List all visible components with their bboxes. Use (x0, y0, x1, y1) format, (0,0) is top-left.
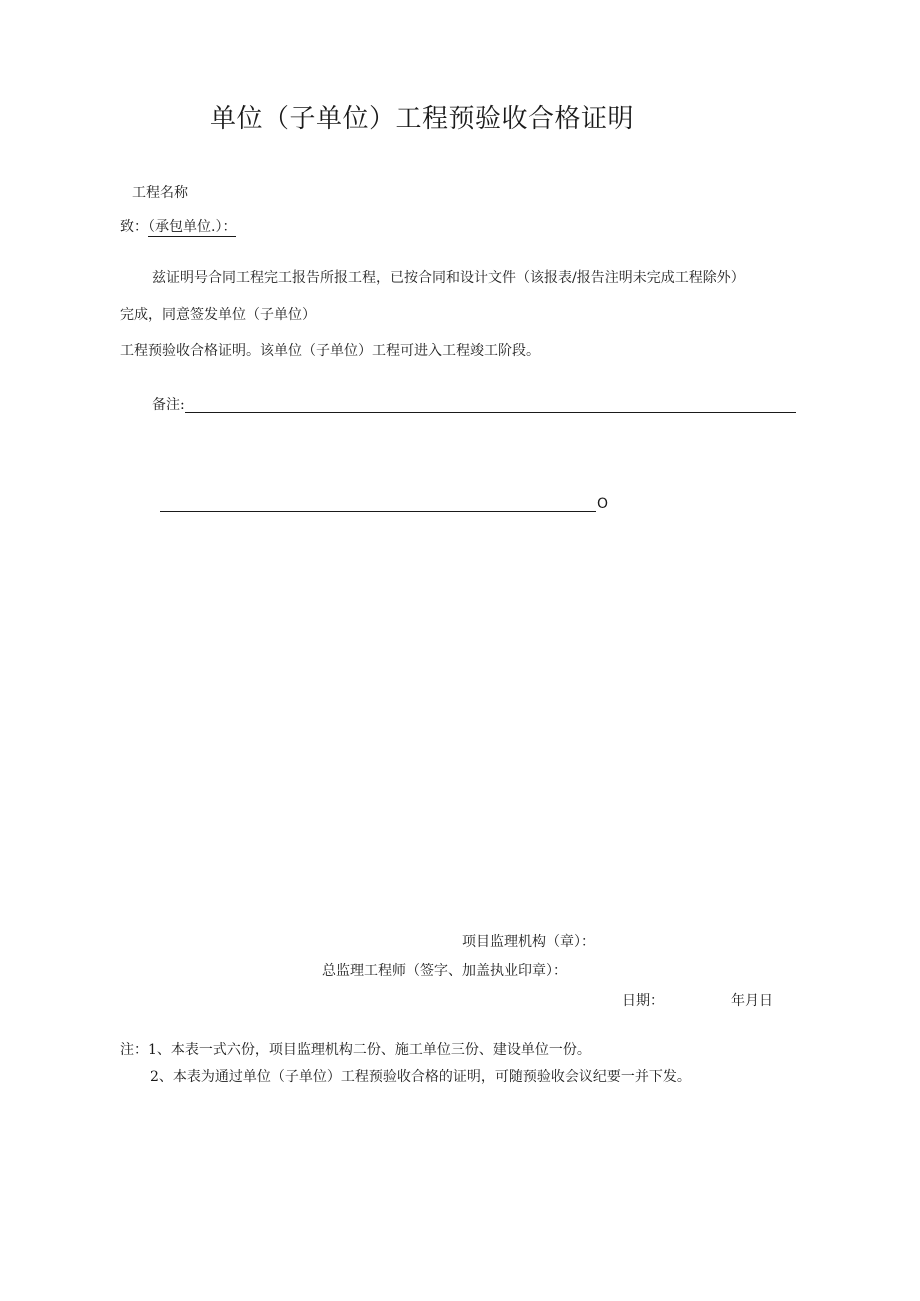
recipient-row (120, 220, 236, 234)
remarks-label: 备注: (152, 397, 185, 413)
project-name-label: 工程名称 (132, 185, 188, 201)
supervision-org-seal-label: 项目监理机构（章）： (462, 934, 595, 950)
recipient-label: 致： (120, 219, 148, 235)
body-paragraph-line-1: 兹证明号合同工程完工报告所报工程，已按合同和设计文件（该报表/报告注明未完成工程除外） (152, 270, 745, 286)
date-label: 日期： (622, 993, 664, 1009)
remarks-underline (185, 412, 796, 413)
body-paragraph-line-2: 完成，同意签发单位（子单位） (120, 307, 316, 323)
note-1: 注：1、本表一式六份，项目监理机构二份、施工单位三份、建设单位一份。 (120, 1042, 591, 1058)
recipient-value: （承包单位.）： (148, 219, 237, 235)
blank-underline (160, 511, 596, 512)
blank-end-mark: O (597, 496, 609, 512)
page-title: 单位（子单位）工程预验收合格证明 (210, 104, 635, 134)
body-paragraph-line-3: 工程预验收合格证明。该单位（子单位）工程可进入工程竣工阶段。 (120, 343, 540, 359)
note-2: 2、本表为通过单位（子单位）工程预验收合格的证明，可随预验收会议纪要一并下发。 (150, 1069, 691, 1085)
chief-engineer-signature-label: 总监理工程师（签字、加盖执业印章）： (322, 963, 567, 979)
date-value: 年月日 (731, 993, 773, 1009)
